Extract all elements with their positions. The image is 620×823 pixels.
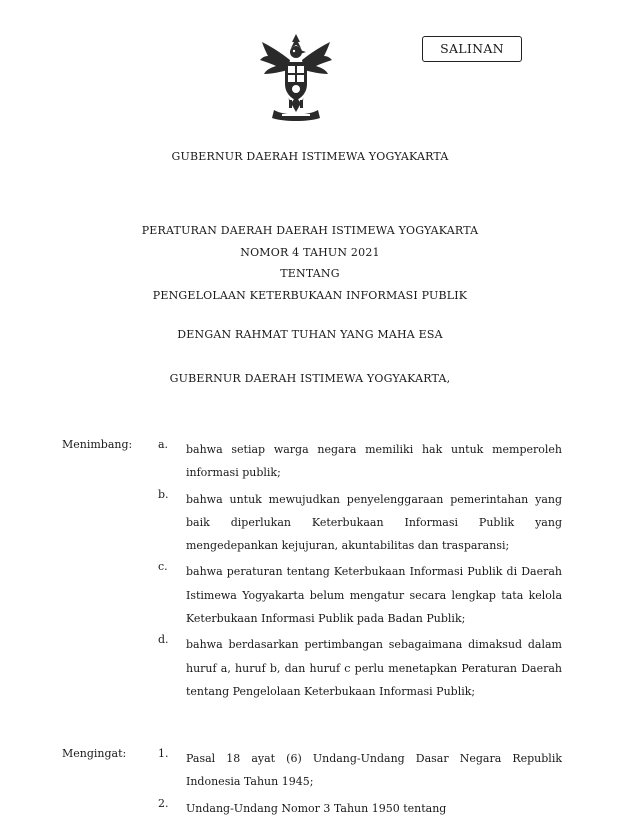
regulation-title	[0, 220, 620, 306]
list-item	[158, 438, 562, 485]
list-item	[158, 747, 562, 794]
menimbang-label: Menimbang:	[62, 438, 133, 451]
governor-header: GUBERNUR DAERAH ISTIMEWA YOGYAKARTA	[171, 150, 449, 163]
list-item	[158, 633, 562, 703]
menimbang-list	[158, 438, 562, 706]
title-line-1: PERATURAN DAERAH DAERAH ISTIMEWA YOGYAKARTA	[141, 224, 479, 237]
list-item	[158, 488, 562, 558]
garuda-emblem-icon	[258, 32, 334, 124]
item-marker: 2.	[158, 796, 169, 810]
rahmat-line: DENGAN RAHMAT TUHAN YANG MAHA ESA	[177, 328, 443, 341]
item-text: Undang-Undang Nomor 3 Tahun 1950 tentang	[186, 801, 447, 815]
item-text: bahwa untuk mewujudkan penyelenggaraan pemerintahan yang baik diperlukan Keterbukaan Informasi Publik yang mengedepankan kejujuran, akuntabilitas dan trasparansi;	[186, 492, 562, 553]
title-line-4: PENGELOLAAN KETERBUKAAN INFORMASI PUBLIK	[152, 288, 468, 302]
item-text: bahwa setiap warga negara memiliki hak untuk memperoleh informasi publik;	[186, 443, 562, 480]
title-line-3: TENTANG	[280, 267, 340, 280]
item-marker: c.	[158, 560, 168, 574]
title-line-2: NOMOR 4 TAHUN 2021	[240, 245, 380, 259]
salinan-stamp: SALINAN	[422, 36, 522, 62]
list-item	[158, 797, 562, 820]
item-marker: b.	[158, 487, 169, 501]
item-marker: a.	[158, 438, 169, 451]
item-marker: d.	[158, 633, 169, 647]
item-marker: 1.	[158, 747, 169, 760]
item-text: bahwa berdasarkan pertimbangan sebagaimana dimaksud dalam huruf a, huruf b, dan huruf c perlu menetapkan Peraturan Daerah tentang Pengelolaan Keterbukaan Informasi Publik;	[186, 638, 562, 698]
item-text: bahwa peraturan tentang Keterbukaan Informasi Publik di Daerah Istimewa Yogyakarta belum mengatur secara lengkap tata kelola Keterbukaan Informasi Publik pada Badan Publik;	[186, 565, 562, 626]
mengingat-list	[158, 747, 562, 823]
list-item	[158, 560, 562, 630]
governor-line: GUBERNUR DAERAH ISTIMEWA YOGYAKARTA,	[169, 372, 451, 385]
mengingat-label: Mengingat:	[62, 747, 127, 760]
item-text: Pasal 18 ayat (6) Undang-Undang Dasar Negara Republik Indonesia Tahun 1945;	[186, 752, 562, 789]
